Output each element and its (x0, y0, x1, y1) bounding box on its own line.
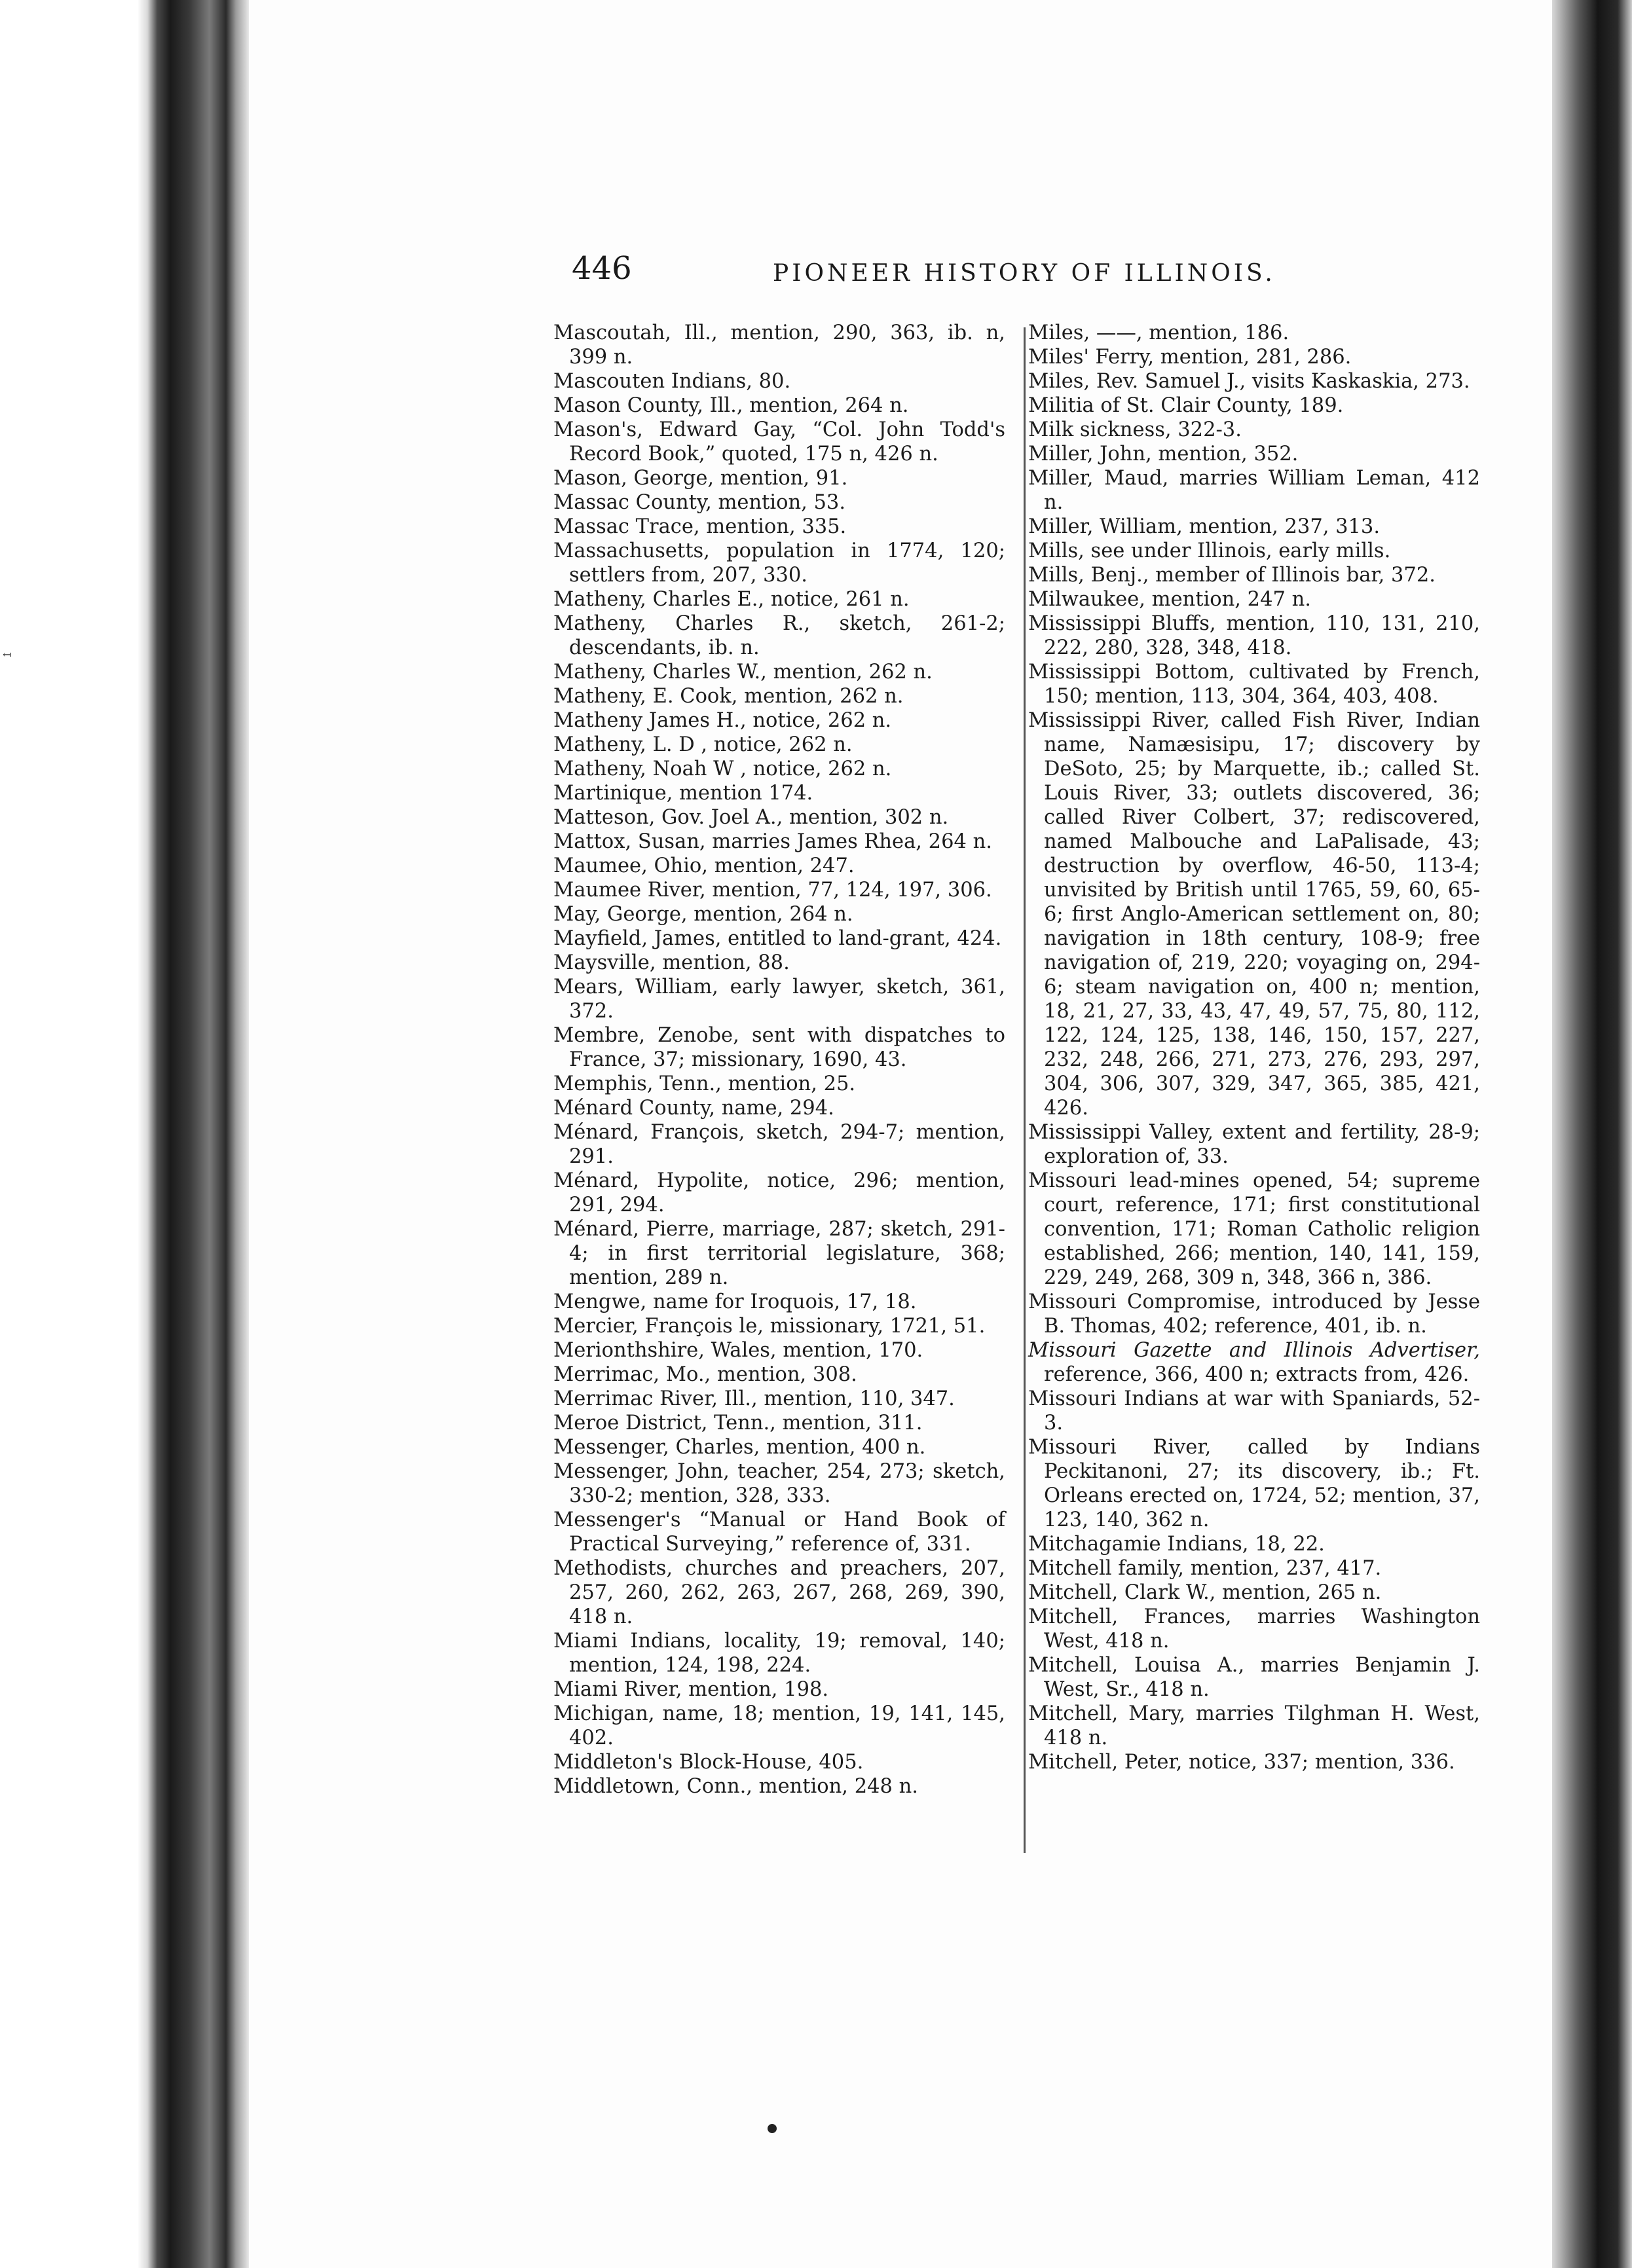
index-entry-text: Miami River, mention, 198. (553, 1678, 829, 1701)
index-entry-text: Mills, see under Illinois, early mills. (1028, 540, 1391, 562)
index-entry (553, 1556, 1005, 1629)
page-dot (768, 2124, 777, 2133)
index-entry-text: Militia of St. Clair County, 189. (1028, 394, 1344, 417)
index-entry (1028, 1556, 1480, 1581)
index-entry-text: Missouri Compromise, introduced by Jesse B. Thomas, 402; reference, 401, ib. n. (1028, 1290, 1480, 1338)
index-entry (1028, 1750, 1480, 1774)
index-entry-text: Massac Trace, mention, 335. (553, 515, 847, 538)
index-entry-text: Miller, John, mention, 352. (1028, 443, 1299, 466)
index-entry (553, 1411, 1005, 1435)
index-entry (553, 926, 1005, 951)
index-column-right (1028, 321, 1480, 1774)
index-entry (553, 1363, 1005, 1387)
index-entry-title: Missouri Gazette and Illinois Advertiser, (1028, 1339, 1480, 1362)
index-entry (1028, 1338, 1480, 1387)
index-entry-text: Mayfield, James, entitled to land-grant, 424. (553, 927, 1002, 950)
index-entry (1028, 345, 1480, 369)
index-entry-text: Merrimac, Mo., mention, 308. (553, 1363, 857, 1386)
index-entry (553, 321, 1005, 369)
index-entry-text: Miller, William, mention, 237, 313. (1028, 515, 1381, 538)
index-entry-text: Ménard, Hypolite, notice, 296; mention, 291, 294. (553, 1169, 1005, 1216)
index-entry-text: Middleton's Block-House, 405. (553, 1751, 864, 1774)
index-entry (1028, 466, 1480, 515)
index-entry-text: Missouri Indians at war with Spaniards, 52-3. (1028, 1387, 1480, 1435)
index-entry-text: Ménard, François, sketch, 294-7; mention, 291. (553, 1121, 1005, 1168)
index-entry (553, 1508, 1005, 1556)
index-entry (553, 902, 1005, 926)
index-entry-text: Mitchell, Frances, marries Washington West, 418 n. (1028, 1605, 1480, 1653)
index-entry (1028, 563, 1480, 587)
index-entry-text: Missouri lead-mines opened, 54; supreme court, reference, 171; first constitutional convention, 171; Roman Catholic religion established, 266; mention, 140, 141, 159, 229, 249, 268, 309 n, 348, 366 n, 386. (1028, 1169, 1480, 1289)
index-entry (1028, 515, 1480, 539)
index-entry-text: Missouri River, called by Indians Peckitanoni, 27; its discovery, ib.; Ft. Orleans erected on, 1724, 52; mention, 37, 123, 140, 362 n. (1028, 1436, 1480, 1531)
index-entry (553, 1338, 1005, 1363)
book-spine-edge (0, 0, 249, 2268)
index-entry (553, 975, 1005, 1023)
index-entry-text: Mattox, Susan, marries James Rhea, 264 n. (553, 830, 992, 853)
index-entry-text: Massac County, mention, 53. (553, 491, 846, 514)
index-entry (553, 1217, 1005, 1290)
index-entry-text: Mississippi Valley, extent and fertility, 28-9; exploration of, 33. (1028, 1121, 1480, 1168)
index-entry-text: Mascouten Indians, 80. (553, 370, 791, 393)
index-entry-text: Mears, William, early lawyer, sketch, 361, 372. (553, 976, 1005, 1023)
index-entry (553, 830, 1005, 854)
index-entry-text: Merionthshire, Wales, mention, 170. (553, 1339, 923, 1362)
index-entry-text: Ménard, Pierre, marriage, 287; sketch, 291-4; in first territorial legislature, 368; mention, 289 n. (553, 1218, 1005, 1289)
index-entry-text: Mississippi River, called Fish River, Indian name, Namæsisipu, 17; discovery by DeSoto, 25; by Marquette, ib.; called St. Louis River, 33; outlets discovered, 36; called River Colbert, 37; rediscovered, named Malbouche and LaPalisade, 43; destruction by overflow, 46-50, 113-4; unvisited by British until 1765, 59, 60, 65-6; first Anglo-American settlement on, 80; navigation in 18th century, 108-9; free navigation of, 219, 220; voyaging on, 294-6; steam navigation on, 400 n; mention, 18, 21, 27, 33, 43, 47, 49, 57, 75, 80, 112, 122, 124, 125, 138, 146, 150, 157, 227, 232, 248, 266, 271, 273, 276, 293, 297, 304, 306, 307, 329, 347, 365, 385, 421, 426. (1028, 709, 1480, 1120)
index-entry-text: Messenger's “Manual or Hand Book of Practical Surveying,” reference of, 331. (553, 1509, 1005, 1556)
index-entry-text: Mitchell, Mary, marries Tilghman H. West, 418 n. (1028, 1702, 1480, 1749)
index-entry-text: May, George, mention, 264 n. (553, 903, 853, 926)
index-entry (553, 1629, 1005, 1677)
running-head: PIONEER HISTORY OF ILLINOIS. (773, 260, 1276, 287)
index-entry (553, 418, 1005, 466)
column-divider (1024, 327, 1026, 1853)
index-entry (1028, 321, 1480, 345)
index-entry-text: Miles, ——, mention, 186. (1028, 321, 1289, 344)
index-entry-text: Miles, Rev. Samuel J., visits Kaskaskia, 273. (1028, 370, 1470, 393)
index-entry (553, 1096, 1005, 1120)
index-entry (553, 951, 1005, 975)
index-entry-text: Michigan, name, 18; mention, 19, 141, 145, 402. (553, 1702, 1005, 1749)
index-entry-text: Mississippi Bottom, cultivated by French, 150; mention, 113, 304, 364, 403, 408. (1028, 661, 1480, 708)
index-entry (553, 1774, 1005, 1799)
index-entry (553, 490, 1005, 515)
index-entry (553, 1120, 1005, 1169)
index-entry-text: Matheny, Charles R., sketch, 261-2; descendants, ib. n. (553, 612, 1005, 659)
index-entry-text: Ménard County, name, 294. (553, 1097, 834, 1120)
index-entry (553, 805, 1005, 830)
index-entry (553, 1750, 1005, 1774)
index-entry (553, 1387, 1005, 1411)
index-entry (1028, 612, 1480, 660)
index-entry-text: Matheny, L. D , notice, 262 n. (553, 733, 853, 756)
index-entry-text: Matheny, Noah W , notice, 262 n. (553, 758, 892, 780)
index-entry (1028, 1653, 1480, 1702)
index-column-left (553, 321, 1005, 1799)
index-entry (553, 878, 1005, 902)
index-entry-text: Mitchell family, mention, 237, 417. (1028, 1557, 1382, 1580)
index-entry (553, 1290, 1005, 1314)
index-entry-text: Membre, Zenobe, sent with dispatches to France, 37; missionary, 1690, 43. (553, 1024, 1005, 1071)
book-fore-edge (1552, 0, 1632, 2268)
index-entry (1028, 1290, 1480, 1338)
index-entry (553, 515, 1005, 539)
index-entry (553, 1072, 1005, 1096)
index-entry (553, 733, 1005, 757)
index-entry-text: Messenger, Charles, mention, 400 n. (553, 1436, 926, 1459)
index-entry-text: Matheny, E. Cook, mention, 262 n. (553, 685, 904, 708)
index-entry (553, 466, 1005, 490)
index-entry (1028, 660, 1480, 708)
index-entry-text: Mitchell, Peter, notice, 337; mention, 336. (1028, 1751, 1455, 1774)
index-entry (553, 757, 1005, 781)
index-entry (1028, 1435, 1480, 1532)
index-entry (1028, 369, 1480, 393)
index-entry-text: Mengwe, name for Iroquois, 17, 18. (553, 1290, 917, 1313)
index-entry-text: Matheny James H., notice, 262 n. (553, 709, 892, 732)
index-entry-text: Massachusetts, population in 1774, 120; settlers from, 207, 330. (553, 540, 1005, 587)
index-entry (553, 684, 1005, 708)
index-entry (553, 369, 1005, 393)
index-entry-text: Miami Indians, locality, 19; removal, 140; mention, 124, 198, 224. (553, 1630, 1005, 1677)
index-entry (553, 612, 1005, 660)
index-entry (553, 1702, 1005, 1750)
index-entry (1028, 1387, 1480, 1435)
index-entry-text: Milwaukee, mention, 247 n. (1028, 588, 1311, 611)
index-entry-text: Maumee, Ohio, mention, 247. (553, 854, 855, 877)
index-entry (553, 393, 1005, 418)
index-entry-text: Maysville, mention, 88. (553, 951, 790, 974)
index-entry-text: Merrimac River, Ill., mention, 110, 347. (553, 1387, 955, 1410)
index-entry (1028, 539, 1480, 563)
index-entry-text: Mississippi Bluffs, mention, 110, 131, 210, 222, 280, 328, 348, 418. (1028, 612, 1480, 659)
index-entry (1028, 1120, 1480, 1169)
index-entry (1028, 1532, 1480, 1556)
index-entry-text: Martinique, mention 174. (553, 782, 813, 805)
index-entry-text: Maumee River, mention, 77, 124, 197, 306. (553, 879, 992, 902)
index-entry-text: Mason, George, mention, 91. (553, 467, 848, 490)
index-entry (1028, 1605, 1480, 1653)
index-entry (1028, 1581, 1480, 1605)
index-entry (553, 587, 1005, 612)
index-entry-text: Memphis, Tenn., mention, 25. (553, 1072, 856, 1095)
index-entry-text: Meroe District, Tenn., mention, 311. (553, 1412, 923, 1435)
index-entry-text: Middletown, Conn., mention, 248 n. (553, 1775, 918, 1798)
index-entry-text: reference, 366, 400 n; extracts from, 426. (1044, 1363, 1470, 1386)
index-entry (1028, 1702, 1480, 1750)
index-entry (553, 854, 1005, 878)
index-entry (553, 781, 1005, 805)
index-entry (1028, 418, 1480, 442)
index-entry (1028, 1169, 1480, 1290)
index-entry-text: Messenger, John, teacher, 254, 273; sketch, 330-2; mention, 328, 333. (553, 1460, 1005, 1507)
index-entry (553, 1023, 1005, 1072)
index-entry (553, 708, 1005, 733)
index-entry-text: Mitchell, Louisa A., marries Benjamin J. West, Sr., 418 n. (1028, 1654, 1480, 1701)
page-number: 446 (572, 250, 632, 287)
index-entry (1028, 708, 1480, 1120)
index-entry (1028, 587, 1480, 612)
index-entry-text: Matheny, Charles W., mention, 262 n. (553, 661, 933, 684)
index-entry (553, 539, 1005, 587)
index-entry-text: Mason's, Edward Gay, “Col. John Todd's Record Book,” quoted, 175 n, 426 n. (553, 418, 1005, 466)
index-entry-text: Matheny, Charles E., notice, 261 n. (553, 588, 910, 611)
index-entry-text: Mitchagamie Indians, 18, 22. (1028, 1533, 1325, 1556)
index-entry (553, 1459, 1005, 1508)
index-entry (553, 1435, 1005, 1459)
index-entry (553, 1169, 1005, 1217)
index-entry-text: Mitchell, Clark W., mention, 265 n. (1028, 1581, 1382, 1604)
margin-mark: ↤ (3, 648, 12, 661)
index-entry (553, 660, 1005, 684)
index-entry-text: Methodists, churches and preachers, 207, 257, 260, 262, 263, 267, 268, 269, 390, 418 n. (553, 1557, 1005, 1628)
index-entry (553, 1314, 1005, 1338)
index-entry (1028, 393, 1480, 418)
index-entry (1028, 442, 1480, 466)
index-entry-text: Matteson, Gov. Joel A., mention, 302 n. (553, 806, 949, 829)
index-entry-text: Miles' Ferry, mention, 281, 286. (1028, 346, 1352, 369)
index-entry-text: Mills, Benj., member of Illinois bar, 372. (1028, 564, 1436, 587)
index-entry-text: Mascoutah, Ill., mention, 290, 363, ib. n, 399 n. (553, 321, 1005, 369)
index-entry-text: Milk sickness, 322-3. (1028, 418, 1242, 441)
index-entry (553, 1677, 1005, 1702)
index-entry-text: Mercier, François le, missionary, 1721, 51. (553, 1315, 986, 1338)
index-entry-text: Mason County, Ill., mention, 264 n. (553, 394, 909, 417)
index-entry-text: Miller, Maud, marries William Leman, 412 n. (1028, 467, 1480, 514)
